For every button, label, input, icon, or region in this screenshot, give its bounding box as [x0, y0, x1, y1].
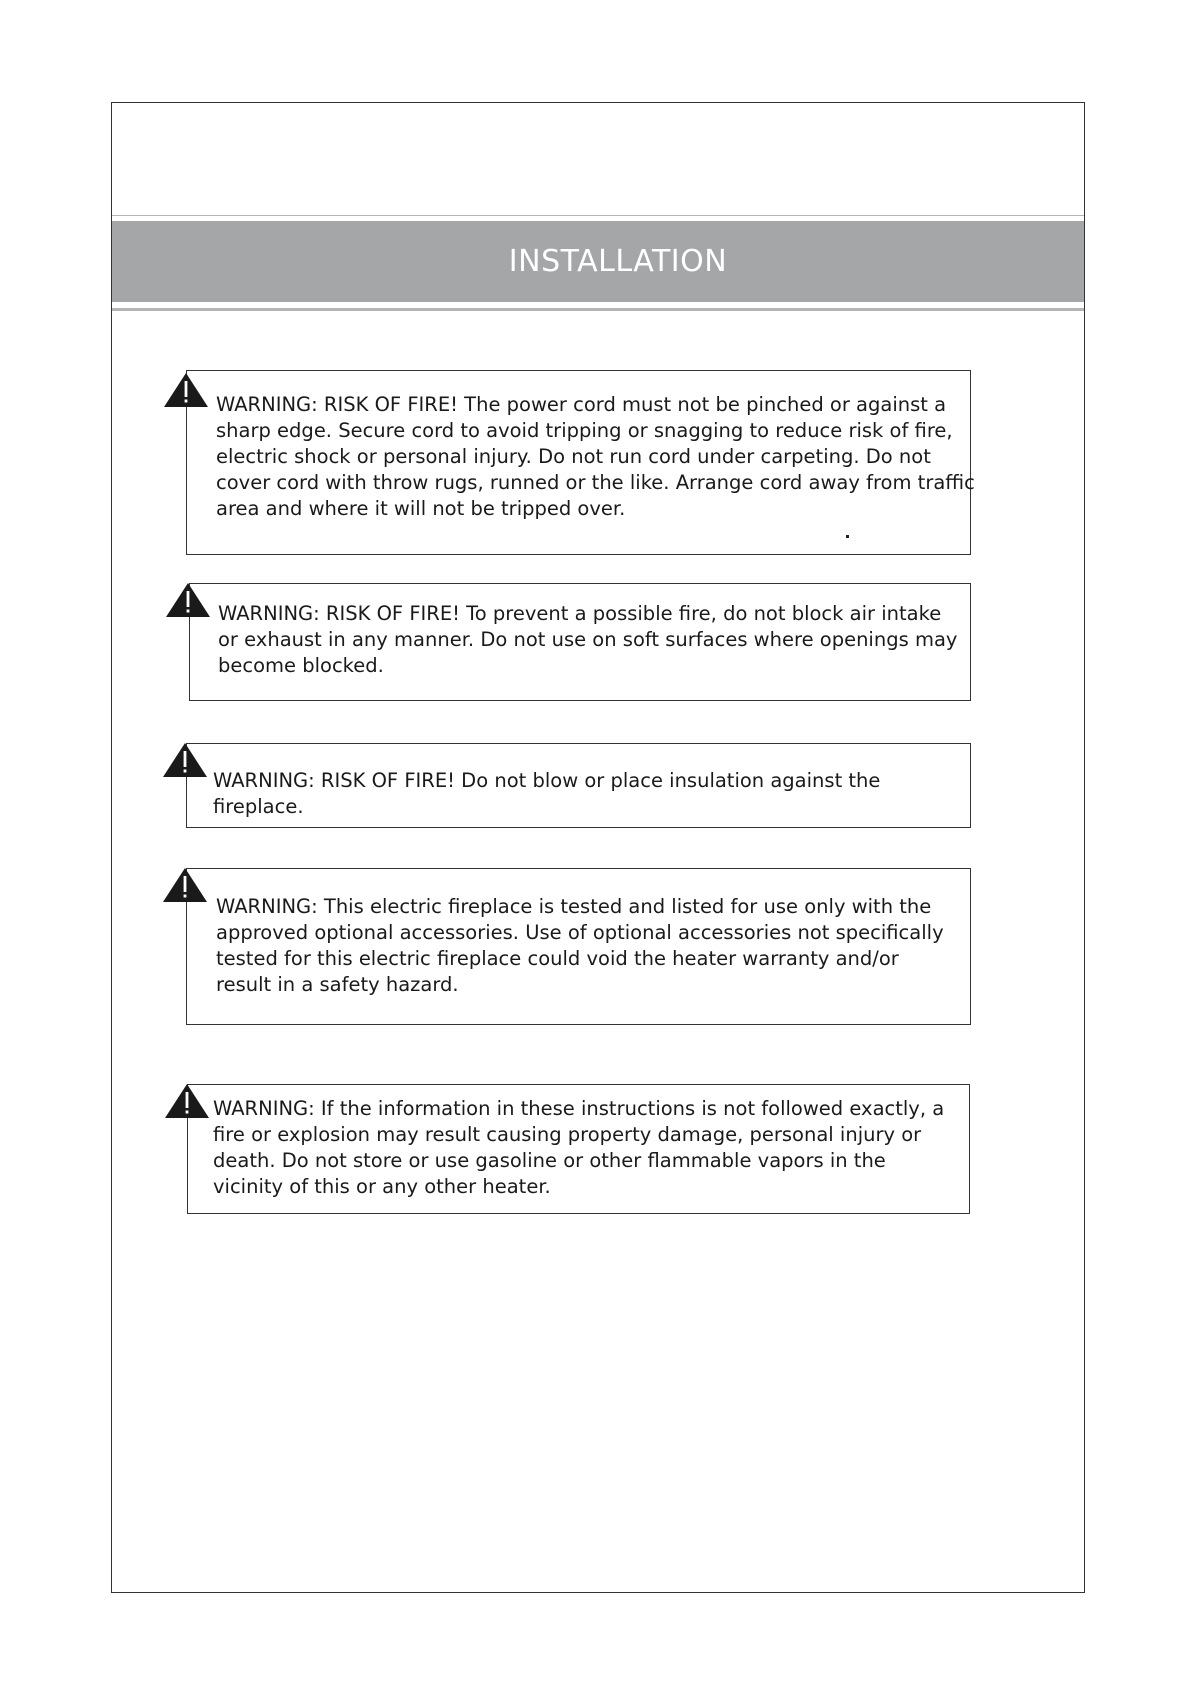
- warning-text-power-cord: WARNING: RISK OF FIRE! The power cord must not be pinched or against a sharp edge. Secure cord to avoid tripping or snagging to reduce risk of fire, electric shock or personal injury. Do not run cord under carpeting. Do not cover cord with throw rugs, runned or the like. Arrange cord away from traffic area and where it will not be tripped over.: [216, 393, 975, 520]
- section-title: INSTALLATION: [508, 244, 728, 279]
- warning-text-air-intake: WARNING: RISK OF FIRE! To prevent a possible fire, do not block air intake or exhaust in any manner. Do not use on soft surfaces where openings may become blocked.: [218, 602, 958, 677]
- warning-text-accessories: WARNING: This electric fireplace is tested and listed for use only with the approved optional accessories. Use of optional accessories not specifically tested for this electric fireplace could void the heater warranty and/or result in a safety hazard.: [216, 895, 944, 996]
- section-header: [112, 221, 1084, 302]
- warning-triangle-icon: [163, 868, 207, 904]
- stray-mark: [846, 535, 849, 538]
- header-rule-top: [112, 215, 1084, 216]
- header-rule-bottom: [112, 308, 1084, 311]
- warning-triangle-icon: [166, 583, 210, 619]
- warning-triangle-icon: [165, 1084, 209, 1120]
- warning-text-flammable: WARNING: If the information in these instructions is not followed exactly, a fire or explosion may result causing property damage, personal injury or death. Do not store or use gasoline or other flammable vapors in the vicinity of this or any other heater.: [213, 1097, 945, 1198]
- warning-triangle-icon: [163, 743, 207, 779]
- warning-triangle-icon: [164, 373, 208, 409]
- page-frame: [111, 102, 1085, 1593]
- warning-text-insulation: WARNING: RISK OF FIRE! Do not blow or place insulation against the fireplace.: [213, 769, 881, 818]
